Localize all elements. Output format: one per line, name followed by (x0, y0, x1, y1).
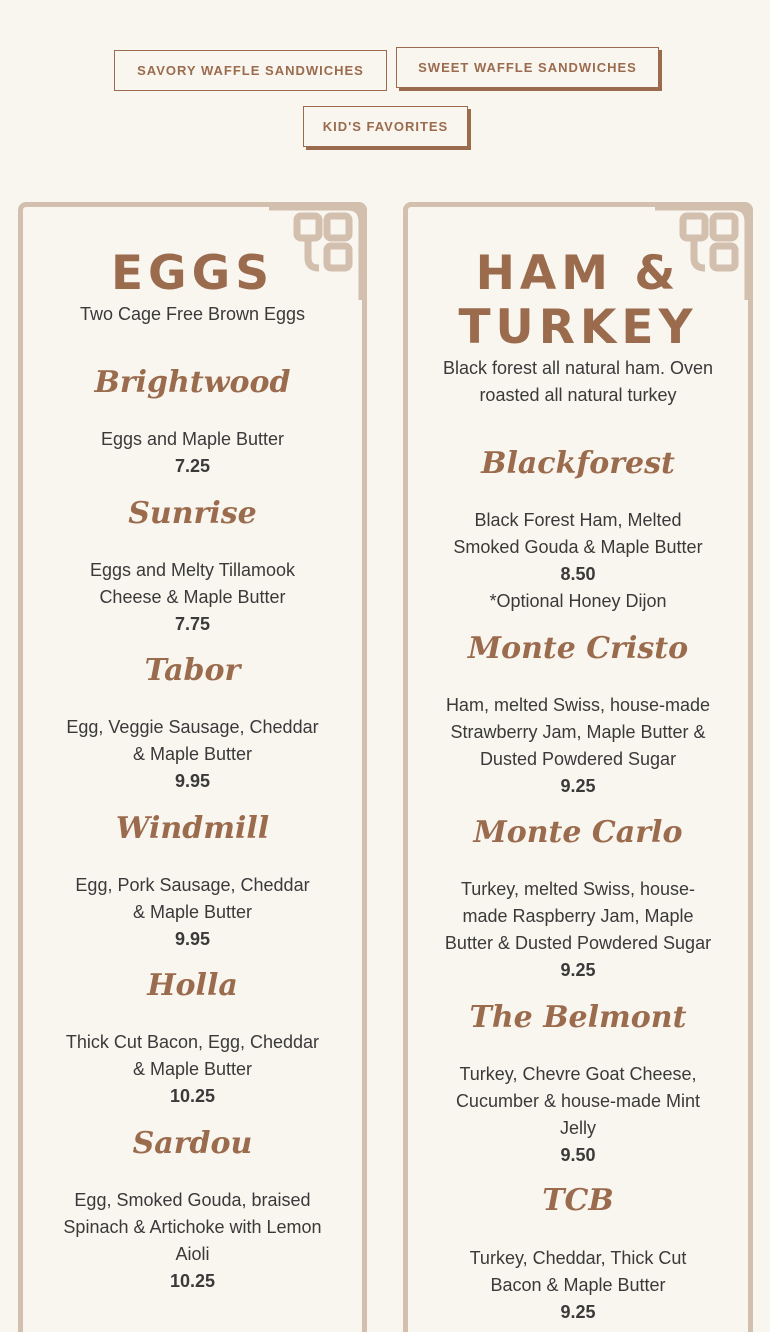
menu-tabs (0, 0, 770, 160)
item-description: Thick Cut Bacon, Egg, Cheddar & Maple Butter (65, 1032, 320, 1079)
section-title-line: TURKEY (458, 300, 698, 355)
menu-item (23, 809, 362, 849)
tab-sweet-waffle-sandwiches[interactable]: SWEET WAFFLE SANDWICHES (396, 47, 659, 88)
item-description: Egg, Smoked Gouda, braised Spinach & Artichoke with Lemon Aioli (63, 1190, 322, 1264)
item-name: The Belmont (469, 1000, 687, 1035)
section-description-ham-turkey: Black forest all natural ham. Oven roasted all natural turkey (442, 358, 714, 405)
menu-item (23, 651, 362, 691)
item-price: 9.25 (560, 960, 596, 980)
item-note: *Optional Honey Dijon (489, 591, 667, 611)
item-description: Black Forest Ham, Melted Smoked Gouda & Maple Butter (453, 510, 703, 557)
item-name: Tabor (144, 653, 241, 688)
item-description: Eggs and Melty Tillamook Cheese & Maple Butter (89, 560, 296, 607)
section-title-line: HAM & (475, 246, 681, 301)
item-price: 7.75 (174, 614, 211, 634)
tab-savory-waffle-sandwiches[interactable]: SAVORY WAFFLE SANDWICHES (114, 50, 387, 91)
tab-kids-favorites[interactable]: KID'S FAVORITES (303, 106, 468, 147)
ham-turkey-menu-card (403, 202, 753, 1332)
item-name: Windmill (115, 811, 270, 846)
item-name: Monte Carlo (473, 815, 683, 850)
item-description: Turkey, Chevre Goat Cheese, Cucumber & house-made Mint Jelly (455, 1064, 701, 1138)
item-price: 8.50 (560, 564, 596, 584)
menu-item (23, 363, 362, 403)
menu-item (408, 629, 748, 669)
item-description: Ham, melted Swiss, house-made Strawberry Jam, Maple Butter & Dusted Powdered Sugar (445, 695, 711, 769)
item-name: Monte Cristo (467, 631, 689, 666)
item-description: Egg, Veggie Sausage, Cheddar & Maple Butter (66, 717, 319, 764)
menu-item (23, 1124, 362, 1164)
item-name: Sardou (132, 1126, 253, 1161)
item-description: Egg, Pork Sausage, Cheddar & Maple Butter (75, 875, 310, 922)
item-price: 10.25 (169, 1271, 216, 1291)
item-price: 9.95 (174, 771, 211, 791)
item-price: 9.25 (560, 776, 596, 796)
item-price: 7.25 (174, 456, 211, 476)
menu-item (408, 813, 748, 853)
menu-item (23, 494, 362, 534)
item-name: Blackforest (481, 446, 675, 481)
item-name: Brightwood (94, 365, 291, 400)
section-title-ham-turkey (408, 247, 748, 355)
item-price: 9.50 (560, 1145, 596, 1165)
item-description: Eggs and Maple Butter (100, 429, 285, 449)
menu-item (23, 966, 362, 1006)
item-description: Turkey, Cheddar, Thick Cut Bacon & Maple Butter (469, 1248, 687, 1295)
eggs-menu-card (18, 202, 367, 1332)
item-name: Sunrise (128, 496, 257, 531)
item-price: 10.25 (169, 1086, 216, 1106)
menu-item (408, 444, 748, 484)
item-description: Turkey, melted Swiss, house-made Raspberry Jam, Maple Butter & Dusted Powdered Sugar (444, 879, 712, 953)
item-name: Holla (147, 968, 238, 1003)
section-description-eggs: Two Cage Free Brown Eggs (79, 304, 306, 324)
item-price: 9.95 (174, 929, 211, 949)
item-name: TCB (542, 1183, 614, 1218)
menu-item (408, 1181, 748, 1221)
menu-item (408, 998, 748, 1038)
item-price: 9.25 (560, 1302, 596, 1322)
section-title-eggs: EGGS (110, 246, 275, 301)
